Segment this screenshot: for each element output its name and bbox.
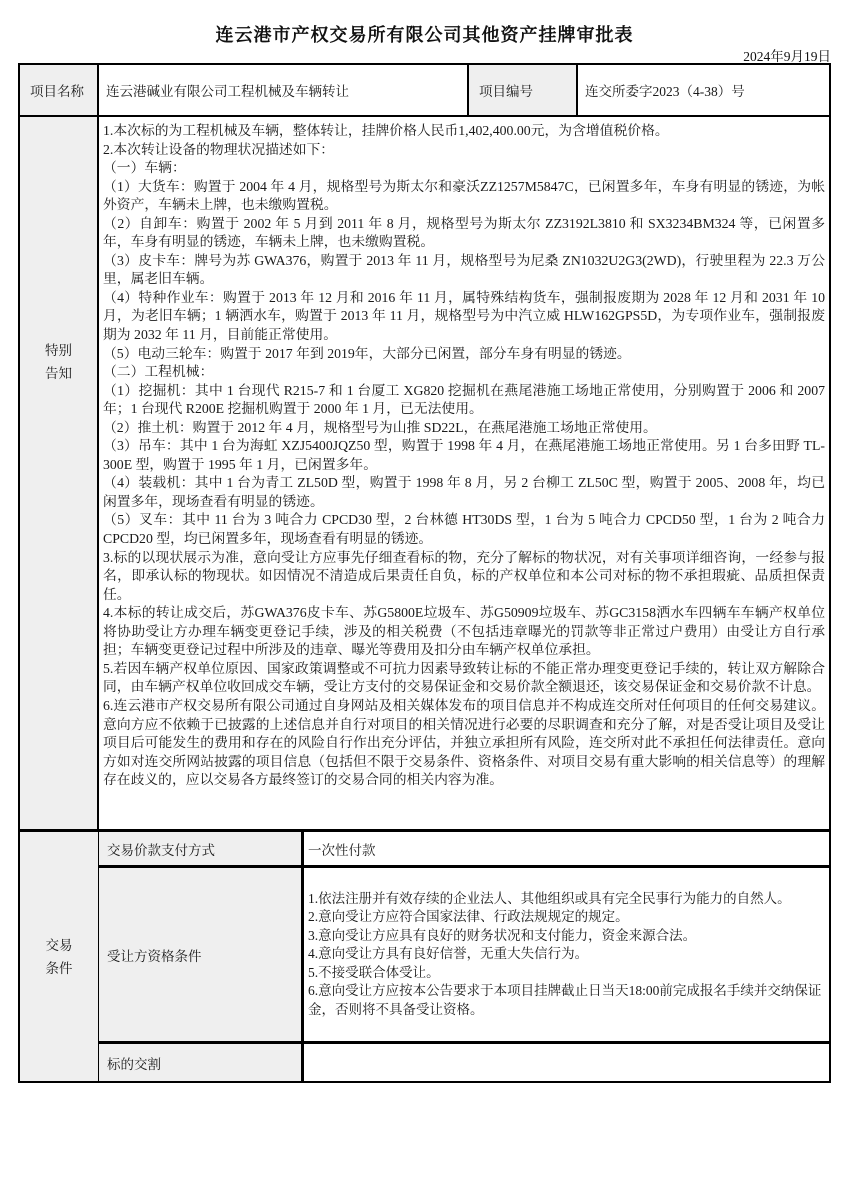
paragraph: （4）装载机：其中 1 台为青工 ZL50D 型，购置于 1998 年 8 月，另 2 台柳工 ZL50C 型，购置于 2005、2008 年，均已闲置多年，现场查看有明显的锈迹。 [103, 475, 825, 509]
trade-conditions-label-line2: 条件 [45, 960, 73, 976]
paragraph: 6.连云港市产权交易所有限公司通过自身网站及相关媒体发布的项目信息并不构成连交所对任何项目的任何交易建议。意向方应不依赖于已披露的上述信息并自行对项目的相关情况进行必要的尽职调查和充分了解，对是否受让项目及受让项目后可能发生的费用和存在的风险自行作出充分评估，并独立承担所有风险，连交所对此不承担任何法律责任。意向方如对连交所网站披露的项目信息（包括但不限于交易条件、资格条件、对项目交易有重大影响的相关信息等）的理解存在歧义的，应以交易各方最终签订的交易合同的相关内容为准。 [103, 697, 825, 788]
approval-form-table [18, 63, 831, 1083]
special-notice-label-line2: 告知 [45, 366, 72, 381]
project-name-value: 连云港碱业有限公司工程机械及车辆转让 [99, 65, 469, 115]
paragraph: （2）推土机：购置于 2012 年 4 月，规格型号为山推 SD22L，在燕尾港施工场地正常使用。 [103, 419, 657, 435]
qualification-row [99, 868, 829, 1044]
paragraph: 1.依法注册并有效存续的企业法人、其他组织或具有完全民事行为能力的自然人。 [308, 890, 791, 906]
paragraph: 3.标的以现状展示为准，意向受让方应事先仔细查看标的物，充分了解标的物状况，对有关事项详细咨询，一经参与报名，即承认标的物现状。如因情况不清造成后果责任自负，标的产权单位和本公司对标的物不承担瑕疵、品质担保责任。 [103, 549, 825, 602]
delivery-row [99, 1044, 829, 1081]
qualification-value [304, 868, 829, 1041]
paragraph: 5.若因车辆产权单位原因、国家政策调整或不可抗力因素导致转让标的不能正常办理变更登记手续的，转让双方解除合同，由车辆产权单位收回成交车辆，受让方支付的交易保证金和交易价款全额退还，该交易保证金和交易价款不计息。 [103, 660, 825, 695]
paragraph: （一）车辆： [103, 160, 186, 176]
trade-conditions-label [20, 832, 99, 1081]
paragraph: （1）大货车：购置于 2004 年 4 月，规格型号为斯太尔和豪沃ZZ1257M5847C，已闲置多年，车身有明显的锈迹，为帐外资产，车辆未上牌，也未缴购置税。 [103, 178, 825, 213]
project-name-label: 项目名称 [20, 65, 99, 115]
paragraph: 6.意向受让方应按本公告要求于本项目挂牌截止日当天18:00前完成报名手续并交纳保证金，否则将不具备受让资格。 [308, 983, 822, 1017]
paragraph: （1）挖掘机：其中 1 台现代 R215-7 和 1 台厦工 XG820 挖掘机在燕尾港施工场地正常使用，分别购置于 2006 和 2007 年；1 台现代 R200E 挖掘机购置于 2000 年 1 月，已无法使用。 [103, 382, 825, 417]
page-title: 连云港市产权交易所有限公司其他资产挂牌审批表 [215, 25, 634, 45]
payment-method-label: 交易价款支付方式 [99, 832, 304, 865]
trade-conditions-rows [99, 832, 829, 1081]
paragraph: （3）吊车：其中 1 台为海虹 XZJ5400JQZ50 型，购置于 1998 年 4 月，在燕尾港施工场地正常使用。另 1 台多田野 TL-300E 型，购置于 1995 年 1 月，已闲置多年。 [103, 438, 825, 472]
trade-conditions-section [20, 832, 829, 1081]
payment-method-row [99, 832, 829, 868]
paragraph: （5）电动三轮车：购置于 2017 年到 2019年，大部分已闲置，部分车身有明显的锈迹。 [103, 345, 631, 361]
document-date: 2024年9月19日 [743, 49, 831, 64]
paragraph: （2）自卸车：购置于 2002 年 5 月到 2011 年 8 月，规格型号为斯太尔 ZZ3192L3810 和 SX3234BM324 等，已闲置多年，车身有明显的锈迹，车辆未上牌，也未缴购置税。 [103, 215, 825, 250]
paragraph: （二）工程机械： [103, 364, 214, 380]
paragraph: （4）特种作业车：购置于 2013 年 12 月和 2016 年 11 月，属特殊结构货车，强制报废期为 2028 年 12 月和 2031 年 10 月，为老旧车辆；1 辆洒水车，购置于 2013 年 11 月，规格型号为中汽立威 HLW162GPS5D，为专项作业车，强制报废期为 2032 年 11 月，目前能正常使用。 [103, 289, 825, 343]
payment-method-value: 一次性付款 [308, 842, 376, 858]
paragraph: 5.不接受联合体受让。 [308, 964, 440, 980]
paragraph: 4.意向受让方具有良好信誉，无重大失信行为。 [308, 946, 589, 962]
header-row [20, 65, 829, 117]
project-number-label: 项目编号 [469, 65, 578, 115]
paragraph: 2.本次转让设备的物理状况描述如下： [103, 141, 335, 157]
special-notice-label-line1: 特别 [45, 343, 72, 358]
paragraph: 4.本标的转让成交后，苏GWA376皮卡车、苏G5800E垃圾车、苏G50909垃圾车、苏GC3158洒水车四辆车车辆产权单位将协助受让方办理车辆变更登记手续，涉及的相关税费（不包括违章曝光的罚款等非正常过户费用）由受让方自行承担；车辆变更登记过程中所涉及的违章、曝光等费用及扣分由车辆产权单位承担。 [103, 605, 825, 658]
special-notice-text [99, 117, 829, 829]
project-number-value: 连交所委字2023（4-38）号 [585, 84, 745, 99]
paragraph: （3）皮卡车：牌号为苏 GWA376，购置于 2013 年 11 月，规格型号为尼桑 ZN1032U2G3(2WD)，行驶里程为 22.3 万公里，属老旧车辆。 [103, 252, 825, 287]
special-notice-label [20, 117, 99, 829]
qualification-label: 受让方资格条件 [99, 868, 304, 1041]
paragraph: 1.本次标的为工程机械及车辆，整体转让，挂牌价格人民币1,402,400.00元，为含增值税价格。 [103, 123, 669, 138]
delivery-label: 标的交割 [99, 1044, 304, 1081]
paragraph: 2.意向受让方应符合国家法律、行政法规规定的规定。 [308, 909, 629, 925]
trade-conditions-label-line1: 交易 [45, 937, 73, 953]
paragraph: 3.意向受让方应具有良好的财务状况和支付能力，资金来源合法。 [308, 927, 697, 943]
paragraph: （5）叉车：其中 11 台为 3 吨合力 CPCD30 型，2 台林德 HT30DS 型，1 台为 5 吨合力 CPCD50 型，1 台为 2 吨合力 CPCD20 型，均已闲置多年，现场查看有明显的锈迹。 [103, 512, 825, 547]
special-notice-row [20, 117, 829, 832]
delivery-value [304, 1044, 829, 1081]
